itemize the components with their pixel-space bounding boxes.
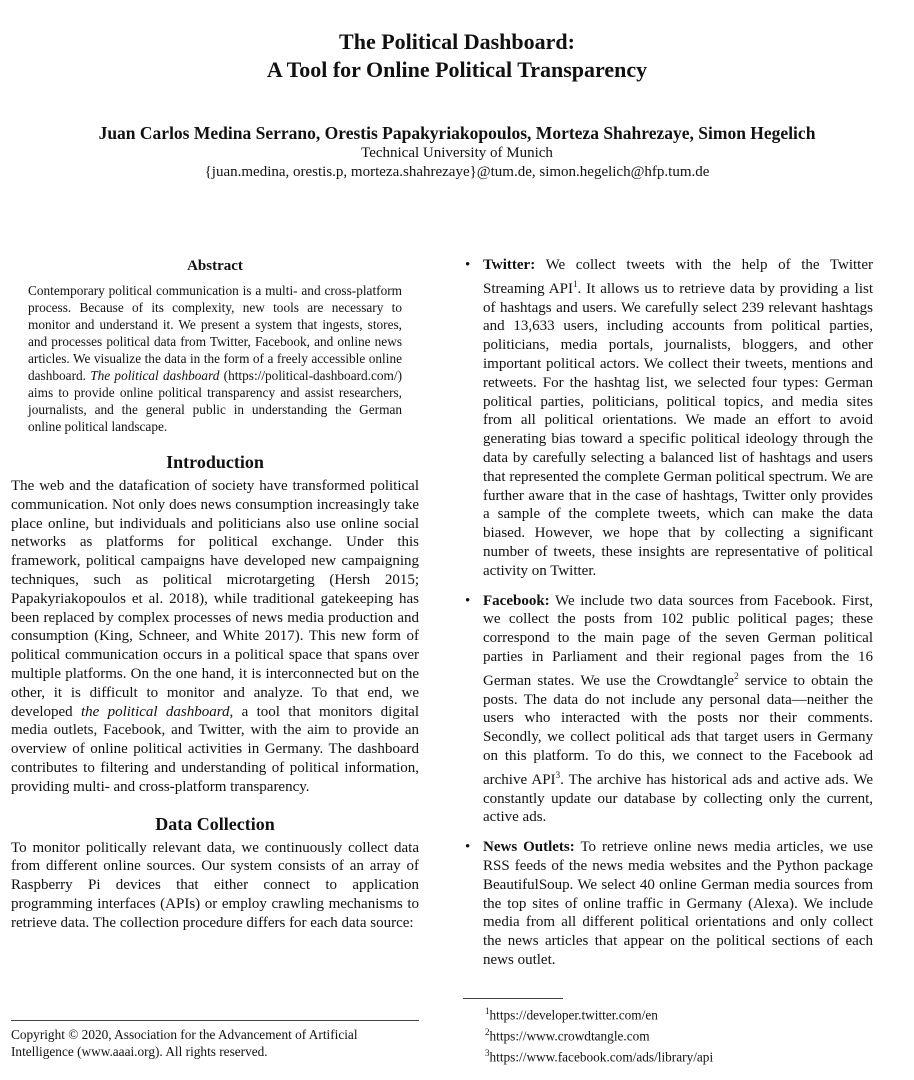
footnote-2 [463,1024,873,1045]
footnote-marker: 2 [734,670,739,681]
twitter-text-part-b: . It allows us to retrieve data by providing a list of hashtags and users. We carefully select 239 relevant hashtags and 13,633 users, including accounts from political parties, politicians, media portals, journalists, bloggers, and other important political actors. We collect their tweets, mentions and retweets. For the hashtag list, we selected four types: German political parties, politicians, political topics, and media sites from all political orientations. We made an effort to avoid generating bias toward a specific political ideology through the data by carefully selecting a balanced list of hashtags and users that represented the complete German political spectrum. We are further aware that in the case of hashtags, Twitter only provides a sample of the complete tweets, which can make the data biased. However, we hope that by collecting a significant number of tweets, these insights are representative of political activity on Twitter. [483,280,873,579]
facebook-text-part-b: service to obtain the posts. The data do not include any personal data—neither the users who interacted with the posts nor their comments. Secondly, we collect political ads that target users in Germany on this platform. To do this, we connect to the Facebook ad archive API [483,672,873,788]
introduction-heading: Introduction [166,452,264,472]
footnote-marker: 3 [555,769,561,780]
footnote-3 [463,1045,873,1066]
title-line-2: A Tool for Online Political Transparency [266,57,648,82]
introduction-emphasis: the political dashboard [80,703,230,720]
footnote-link[interactable]: https://www.facebook.com/ads/library/api [489,1049,714,1065]
left-column [11,256,419,933]
footnote-marker: 1 [572,278,578,289]
footnote-link[interactable]: https://developer.twitter.com/en [489,1007,658,1023]
bullet-icon: • [465,839,471,856]
facebook-text-part-c: . The archive has historical ads and active ads. We constantly update our database by collecting only the current, active ads. [483,771,873,826]
facebook-lead: Facebook: [483,592,550,609]
footnote-1 [463,1003,873,1024]
data-collection-heading: Data Collection [155,813,275,834]
list-item-facebook [463,592,873,828]
news-lead: News Outlets: [483,839,575,856]
data-collection-text: To monitor politically relevant data, we continuously collect data from different online sources. Our system consists of an array of Raspberry Pi devices that either connect to application programming interfaces (APIs) or employ crawling mechanisms to retrieve data. The collection procedure differs for each data source: [11,839,419,931]
introduction-text [11,477,419,797]
abstract-emphasis: The political dashboard [90,368,220,383]
abstract-text-part-b: (https://political-dashboard.com/) aims to provide online political transparency and assist researchers, journalists, and the general public in understanding the German online political landscape. [28,368,403,434]
footnote-number: 3 [485,1047,490,1058]
footnote-divider [463,998,563,999]
footnotes [463,998,873,1066]
right-column [463,256,873,981]
bullet-icon: • [465,257,471,273]
list-item-news-outlets [463,838,873,970]
bullet-icon: • [465,592,471,609]
abstract-section [28,256,402,435]
author-list: Juan Carlos Medina Serrano, Orestis Papakyriakopoulos, Morteza Shahrezaye, Simon Hegelich [98,123,816,143]
abstract-heading: Abstract [187,258,243,274]
twitter-lead: Twitter: [483,257,536,273]
facebook-text-part-a: We include two data sources from Facebook. First, we collect the posts from 102 public political pages; these correspond to the main page of the seven German political parties in Parliament and their regional pages from the 16 German states. We use the Crowdtangle [483,592,873,689]
footnote-link[interactable]: https://www.crowdtangle.com [489,1028,650,1044]
abstract-text-part-a: Contemporary political communication is a multi- and cross-platform process. Because of its complexity, new tools are necessary to monitor and understand it. We present a system that ingests, stores, and processes political data from Twitter, Facebook, and online news articles. We visualize the data in the form of a freely accessible online dashboard. [28,283,402,383]
title-line-1: The Political Dashboard: [339,29,575,54]
list-item-twitter [463,256,873,581]
footnote-number: 1 [485,1006,490,1016]
introduction-text-part-a: The web and the datafication of society have transformed political communication. Not only does news consumption increasingly take place online, but individuals and politicians also use online social networks as platforms for political exchange. Under this framework, political campaigns have developed new campaigning techniques, such as political microtargeting (Hersh 2015; Papakyriakopoulos et al. 2018), while traditional gatekeeping has been replaced by complex processes of news media production and consumption (King, Schneer, and White 2017). This new form of political communication occurs in a political space that spans over multiple platforms. On the one hand, it is interconnected but on the other, it is difficult to monitor and analyze. To that end, we developed [11,478,419,720]
data-source-list [463,256,873,970]
footnote-number: 2 [485,1026,490,1037]
twitter-text-part-a: We collect tweets with the help of the Twitter Streaming API [483,257,873,297]
abstract-text [28,282,402,435]
news-text: To retrieve online news media articles, we use RSS feeds of the news media websites and the Python package BeautifulSoup. We select 40 online German media sources from the top sites of online traffic in Germany (Alexa). We include media from all different political orientations and only collect the news articles that appear on the political sections of each news outlet. [483,839,873,968]
introduction-text-part-b: , a tool that monitors digital media outlets, Facebook, and Twitter, with the aim to provide an overview of online political activities in Germany. The dashboard contributes to filtering and understanding of political information, providing multi- and cross-platform transparency. [11,703,419,795]
author-emails: {juan.medina, orestis.p, morteza.shahrezaye}@tum.de, simon.hegelich@hfp.tum.de [204,164,710,180]
affiliation: Technical University of Munich [361,145,553,161]
paper-header [0,28,914,182]
paper-title [0,28,914,84]
copyright-notice: Copyright © 2020, Association for the Advancement of Artificial Intelligence (www.aaai.org). All rights reserved. [11,1020,419,1060]
